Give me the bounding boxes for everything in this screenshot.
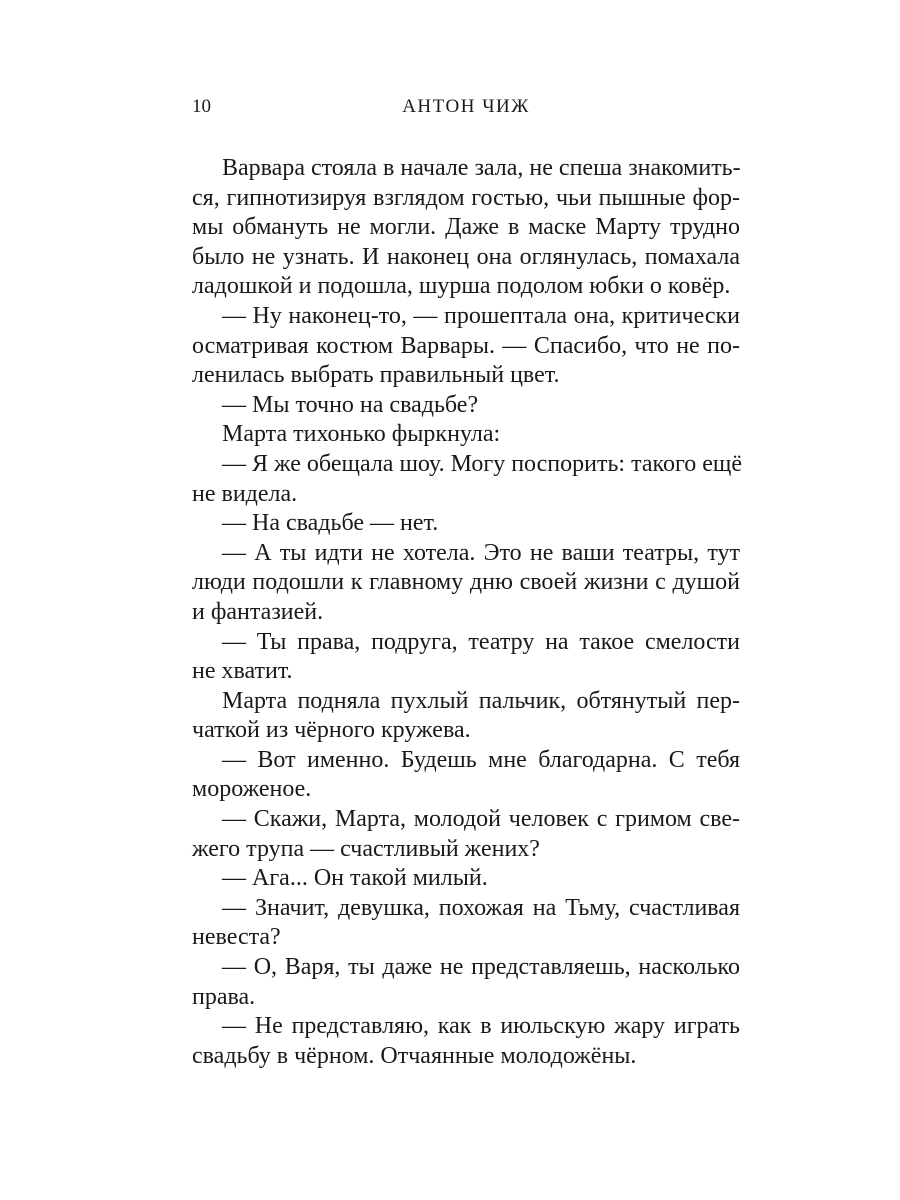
text-line: ленилась выбрать правильный цвет.	[192, 362, 560, 389]
text-line: — О, Варя, ты даже не представляешь, насколько	[222, 954, 740, 981]
running-head	[192, 96, 740, 120]
text-line: — Не представляю, как в июльскую жару играть	[222, 1013, 740, 1040]
text-line: мы обмануть не могли. Даже в маске Марту трудно	[192, 214, 740, 241]
text-line: права.	[192, 983, 256, 1010]
text-line: осматривая костюм Варвары. — Спасибо, что не по-	[192, 332, 740, 359]
text-line: не хватит.	[192, 658, 293, 685]
text-line: чаткой из чёрного кружева.	[192, 717, 471, 744]
text-line: — Значит, девушка, похожая на Тьму, счастливая	[222, 894, 740, 921]
text-line: свадьбу в чёрном. Отчаянные молодожёны.	[192, 1042, 637, 1069]
text-line: люди подошли к главному дню своей жизни с душой	[192, 569, 740, 596]
text-line: Марта подняла пухлый пальчик, обтянутый пер-	[222, 687, 740, 714]
text-line: мороженое.	[192, 776, 312, 803]
text-line: — Скажи, Марта, молодой человек с гримом све-	[222, 806, 740, 833]
text-line: — Вот именно. Будешь мне благодарна. С тебя	[222, 746, 740, 773]
text-line: не видела.	[192, 480, 298, 507]
text-line: — На свадьбе — нет.	[222, 510, 439, 537]
body-text	[192, 154, 740, 1071]
text-line: Марта тихонько фыркнула:	[222, 421, 501, 448]
text-line: невеста?	[192, 924, 281, 951]
text-line: — А ты идти не хотела. Это не ваши театры, тут	[222, 539, 740, 566]
text-line: и фантазией.	[192, 598, 324, 625]
text-line: — Ты права, подруга, театру на такое смелости	[222, 628, 740, 655]
page-number: 10	[192, 96, 211, 117]
text-line: было не узнать. И наконец она оглянулась, помахала	[192, 243, 740, 270]
text-line: — Мы точно на свадьбе?	[222, 391, 479, 418]
running-title-author: АНТОН ЧИЖ	[402, 96, 530, 117]
text-line: — Ага... Он такой милый.	[222, 865, 488, 892]
text-line: ся, гипнотизируя взглядом гостью, чьи пышные фор-	[192, 184, 740, 211]
text-line: Варвара стояла в начале зала, не спеша знакомить-	[222, 155, 741, 181]
text-line: жего трупа — счастливый жених?	[192, 835, 540, 862]
text-line: — Ну наконец-то, — прошептала она, критически	[222, 302, 740, 329]
text-line: — Я же обещала шоу. Могу поспорить: такого ещё	[222, 450, 742, 477]
text-line: ладошкой и подошла, шурша подолом юбки о ковёр.	[192, 273, 731, 300]
